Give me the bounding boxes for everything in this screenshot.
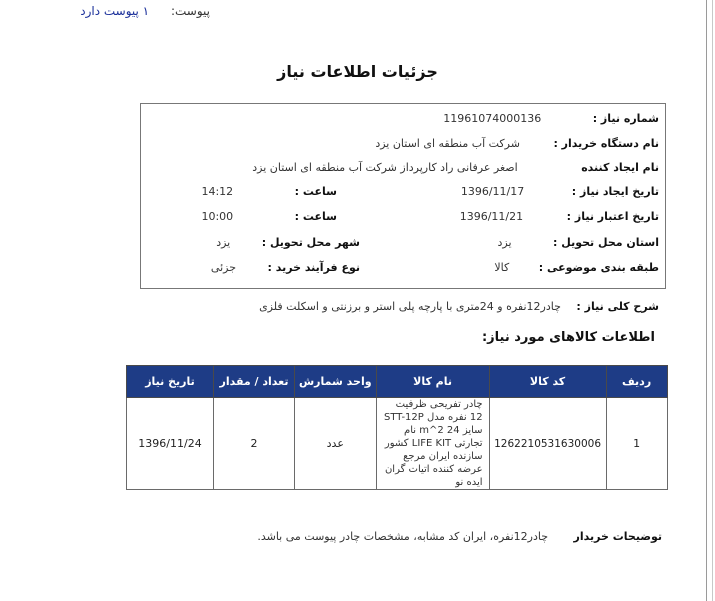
delivery-city-value: یزد: [216, 236, 231, 249]
delivery-province-row: [498, 236, 659, 249]
delivery-province-label: استان محل تحویل :: [553, 236, 659, 249]
create-date-row: [461, 185, 659, 198]
buyer-notes-row: [257, 530, 662, 543]
col-header-row-number: ردیف: [606, 366, 667, 398]
need-number-label: شماره نیاز :: [592, 112, 659, 125]
cell-date: 1396/11/24: [127, 398, 214, 490]
creator-label: نام ایجاد کننده: [581, 161, 659, 174]
delivery-province-value: یزد: [497, 236, 512, 249]
cell-code: 1262210531630006: [489, 398, 606, 490]
table-row: [127, 398, 668, 490]
create-date-value: 1396/11/17: [460, 185, 525, 198]
valid-time-label: ساعت :: [294, 210, 337, 223]
col-header-code: کد کالا: [489, 366, 606, 398]
valid-time-value: 10:00: [201, 210, 234, 223]
table-header-row: [127, 366, 668, 398]
need-number-value: 1196107400013​6: [443, 112, 542, 125]
col-header-name: نام کالا: [376, 366, 489, 398]
attachment-link[interactable]: ۱ پیوست دارد: [80, 4, 150, 18]
page-border-line: [706, 0, 707, 601]
cell-name: چادر تفریحی ظرفیت 12 نفره مدل STT-12P سایز 24 m^2 نام تجارتی LIFE KIT کشور سازنده ایران مرجع عرضه کننده اتیات گران ایده نو: [376, 398, 489, 490]
delivery-city-label: شهر محل تحویل :: [261, 236, 360, 249]
attachment-label: پیوست:: [170, 4, 210, 18]
buyer-notes-value: چادر12نفره، ایران کد مشابه، مشخصات چادر پیوست می باشد.: [257, 530, 549, 543]
buyer-org-label: نام دستگاه خریدار :: [553, 137, 659, 150]
col-header-unit: واحد شمارش: [295, 366, 377, 398]
creator-value: اصغر عرفانی راد کارپرداز شرکت آب منطقه ای استان یزد: [252, 161, 518, 174]
page-border-line: [712, 0, 713, 601]
goods-table: [126, 365, 668, 490]
purchase-type-value: جزئی: [210, 261, 237, 274]
cell-qty: 2: [214, 398, 295, 490]
cell-row-number: 1: [606, 398, 667, 490]
buyer-notes-label: توضیحات خریدار: [573, 530, 662, 543]
valid-time-row: [201, 210, 337, 223]
general-desc-value: چادر12نفره و 24متری با پارچه پلی استر و برزنتی و اسکلت فلزی: [259, 300, 561, 313]
cell-unit: عدد: [295, 398, 377, 490]
create-time-row: [201, 185, 337, 198]
general-desc-row: [259, 300, 659, 313]
buyer-org-value: شرکت آب منطقه ای استان یزد: [375, 137, 520, 150]
purchase-type-row: [211, 261, 360, 274]
create-date-label: تاریخ ایجاد نیاز :: [571, 185, 659, 198]
buyer-org-row: [375, 137, 659, 150]
col-header-qty: تعداد / مقدار: [214, 366, 295, 398]
category-row: [494, 261, 659, 274]
category-value: کالا: [494, 261, 510, 274]
col-header-date: تاریخ نیاز: [127, 366, 214, 398]
purchase-type-label: نوع فرآیند خرید :: [267, 261, 360, 274]
creator-row: [252, 161, 659, 174]
valid-date-row: [460, 210, 659, 223]
create-time-value: 14:12: [201, 185, 234, 198]
valid-date-value: 1396/11/21: [459, 210, 524, 223]
create-time-label: ساعت :: [294, 185, 337, 198]
attachment-line: [80, 4, 210, 18]
delivery-city-row: [216, 236, 360, 249]
goods-title: اطلاعات کالاهای مورد نیاز:: [481, 330, 655, 345]
general-desc-label: شرح کلی نیاز :: [576, 300, 659, 313]
page-title: جزئیات اطلاعات نیاز: [277, 62, 438, 81]
category-label: طبقه بندی موضوعی :: [538, 261, 659, 274]
valid-date-label: تاریخ اعتبار نیاز :: [566, 210, 659, 223]
goods-section-title: [482, 330, 655, 345]
need-number-row: [443, 112, 659, 125]
